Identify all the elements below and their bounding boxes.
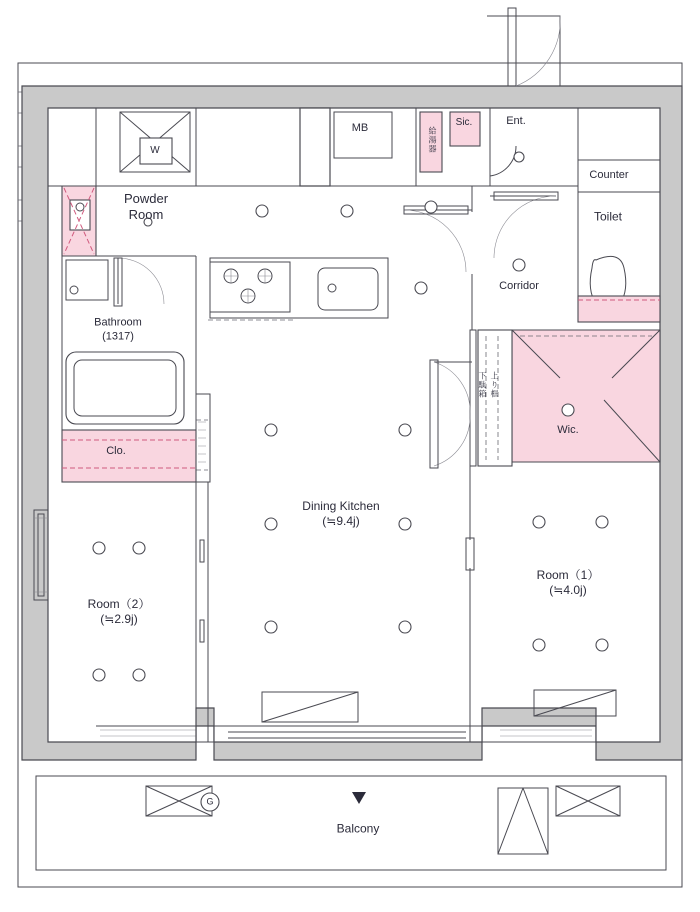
- room-label-gas-meter: G: [206, 796, 214, 807]
- room-label-counter: Counter: [589, 169, 629, 182]
- room-label-room-1: Room（1） (≒4.0j): [536, 568, 600, 597]
- room-label-shoe-in-closet: Sic.: [455, 116, 473, 128]
- label-entry-step: 上り框: [490, 371, 499, 399]
- label-water-heater: 給湯器: [428, 126, 437, 154]
- room-label-wic: Wic.: [557, 424, 579, 437]
- room-label-closet: Clo.: [106, 445, 126, 458]
- room-label-balcony: Balcony: [336, 821, 380, 836]
- room-label-meter-box: MB: [351, 122, 369, 135]
- room-label-bathroom: Bathroom (1317): [94, 316, 142, 342]
- room-label-washer: W: [150, 144, 160, 156]
- room-label-powder-room: Powder Room: [123, 190, 169, 222]
- room-label-entrance: Ent.: [506, 115, 526, 128]
- room-label-toilet: Toilet: [593, 209, 623, 224]
- label-shoe-cabinet: 下駄箱: [478, 371, 487, 399]
- room-label-room-2: Room（2） (≒2.9j): [87, 597, 151, 626]
- room-label-dining-kitchen: Dining Kitchen (≒9.4j): [302, 499, 380, 528]
- room-label-corridor: Corridor: [499, 280, 539, 293]
